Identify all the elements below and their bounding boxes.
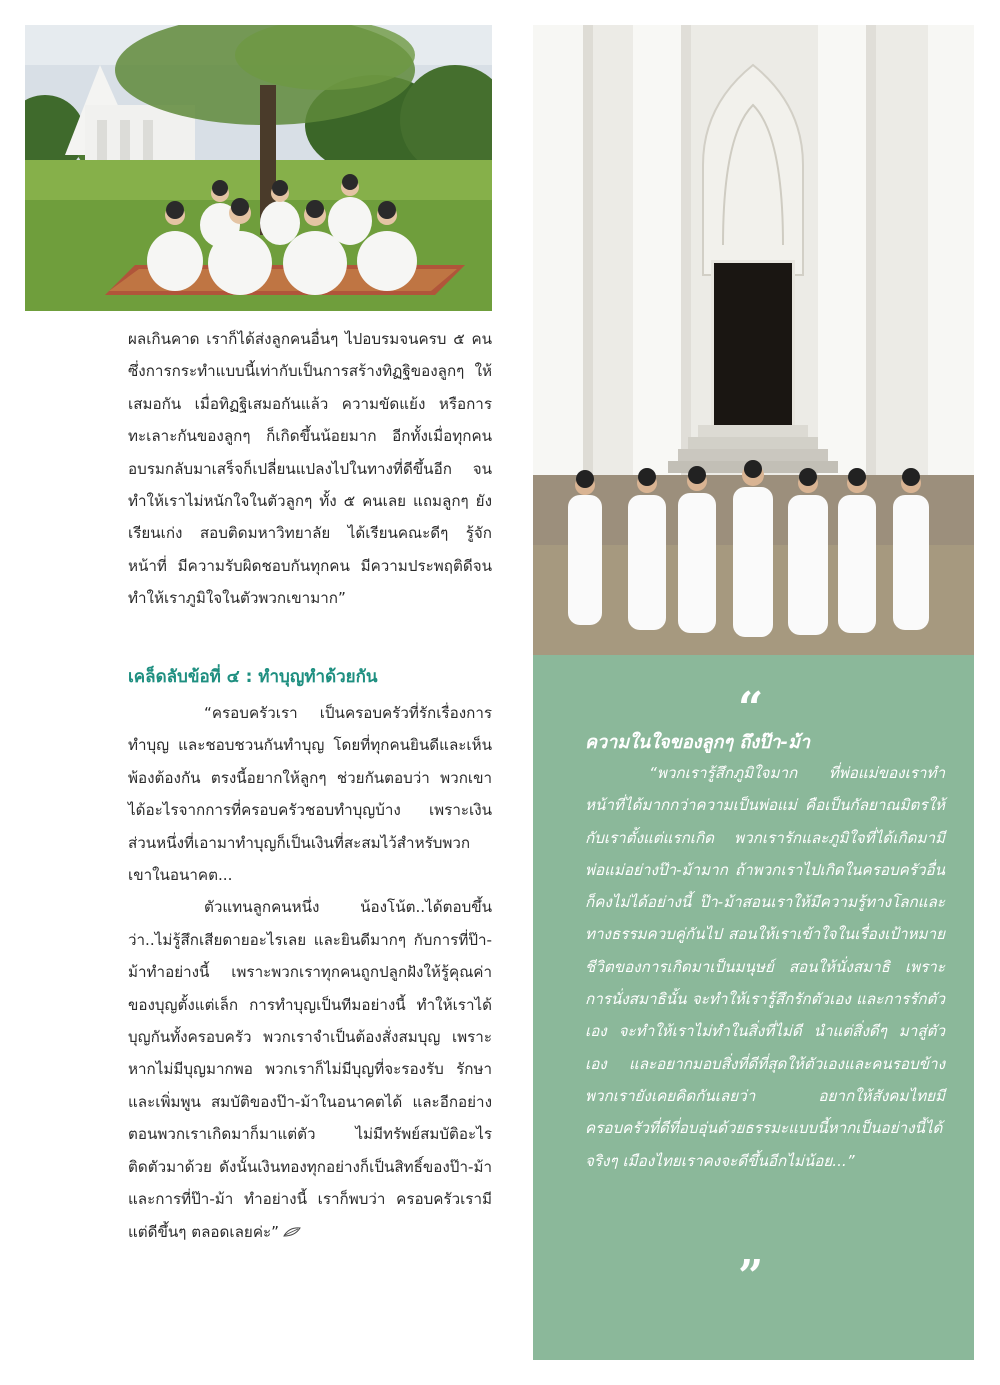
article-paragraph-2: “ครอบครัวเรา เป็นครอบครัวที่รักเรื่องการทำบุญ และชอบชวนกันทำบุญ โดยที่ทุกคนยินดีและเห็นพ้องต้องกัน ตรงนี้อยากให้ลูกๆ ช่วยกันตอบว่า พวกเขาได้อะไรจากการที่ครอบครัวชอบทำบุญบ้าง เพราะเงินส่วนหนึ่งที่เอามาทำบุญก็เป็นเงินที่สะสมไว้สำหรับพวกเขาในอนาคต... (128, 704, 492, 885)
quote-body (585, 757, 945, 1177)
article-paragraph-3 (128, 891, 492, 1247)
quote-paragraph: “พวกเรารู้สึกภูมิใจมาก ที่พ่อแม่ของเราทำหน้าที่ได้มากกว่าความเป็นพ่อแม่ คือเป็นกัลยาณมิตรให้กับเราตั้งแต่แรกเกิด พวกเรารักและภูมิใจที่ได้เกิดมามีพ่อแม่อย่างป๊า-ม้ามาก ถ้าพวกเราไปเกิดในครอบครัวอื่นก็คงไม่ได้อย่างนี้ ป๊า-ม้าสอนเราให้มีความรู้ทางโลกและทางธรรมควบคู่กันไป สอนให้เราเข้าใจในเรื่องเป้าหมายชีวิตของการเกิดมาเป็นมนุษย์ สอนให้นั่งสมาธิ เพราะการนั่งสมาธินั้น จะทำให้เรารู้สึกรักตัวเอง และการรักตัวเอง จะทำให้เราไม่ทำในสิ่งที่ไม่ดี นำแต่สิ่งดีๆ มาสู่ตัวเอง และอยากมอบสิ่งที่ดีที่สุดให้ตัวเองและคนรอบข้าง พวกเรายังเคยคิดกันเลยว่า อยากให้สังคมไทยมีครอบครัวที่ดีที่อบอุ่นด้วยธรรมะแบบนี้หากเป็นอย่างนี้ได้จริงๆ เมืองไทยเราคงจะดีขึ้นอีกไม่น้อย...” (585, 764, 945, 1170)
close-quote-mark: ” (738, 1251, 764, 1302)
article-paragraph-3-text: ตัวแทนลูกคนหนึ่ง น้องโน้ต..ได้ตอบขึ้นว่า..ไม่รู้สึกเสียดายอะไรเลย และยินดีมากๆ กับการที่ป๊า-ม้าทำอย่างนี้ เพราะพวกเราทุกคนถูกปลูกฝังให้รู้คุณค่าของบุญตั้งแต่เล็ก การทำบุญเป็นทีมอย่างนี้ ทำให้เราได้บุญกันทั้งครอบครัว พวกเราจำเป็นต้องสั่งสมบุญ เพราะหากไม่มีบุญมากพอ พวกเราก็ไม่มีบุญที่จะรองรับ รักษา และเพิ่มพูน สมบัติของป๊า-ม้าในอนาคตได้ และอีกอย่างตอนพวกเราเกิดมาก็มาแต่ตัว ไม่มีทรัพย์สมบัติอะไรติดตัวมาด้วย ดังนั้นเงินทองทุกอย่างก็เป็นสิทธิ์ของป๊า-ม้า และการที่ป๊า-ม้า ทำอย่างนี้ เราก็พบว่า ครอบครัวเรามีแต่ดีขึ้นๆ ตลอดเลยค่ะ” (128, 898, 492, 1241)
article-column-top (128, 323, 492, 615)
section-heading: เคล็ดลับข้อที่ ๔ : ทำบุญทำด้วยกัน (128, 667, 378, 687)
photo-family-walking (533, 25, 974, 655)
article-paragraph-1: ผลเกินคาด เราก็ได้ส่งลูกคนอื่นๆ ไปอบรมจนครบ ๕ คน ซึ่งการกระทำแบบนี้เท่ากับเป็นการสร้างทิฏฐิของลูกๆ ให้เสมอกัน เมื่อทิฏฐิเสมอกันแล้ว ความขัดแย้ง หรือการทะเลาะกันของลูกๆ ก็เกิดขึ้นน้อยมาก อีกทั้งเมื่อทุกคนอบรมกลับมาเสร็จก็เปลี่ยนแปลงไปในทางที่ดีขึ้นอีก จนทำให้เราไม่หนักใจในตัวลูกๆ ทั้ง ๕ คนเลย แถมลูกๆ ยังเรียนเก่ง สอบติดมหาวิทยาลัย ได้เรียนคณะดีๆ รู้จักหน้าที่ มีความรับผิดชอบกันทุกคน มีความประพฤติดีจนทำให้เราภูมิใจในตัวพวกเขามาก” (128, 330, 492, 608)
quote-box (533, 655, 974, 1360)
quote-title: ความในใจของลูกๆ ถึงป๊า-ม้า (585, 732, 810, 753)
open-quote-mark: “ (738, 683, 764, 734)
article-column-bottom (128, 697, 492, 1248)
photo-family-meditating (25, 25, 492, 311)
leaf-end-mark-icon (283, 1227, 301, 1237)
